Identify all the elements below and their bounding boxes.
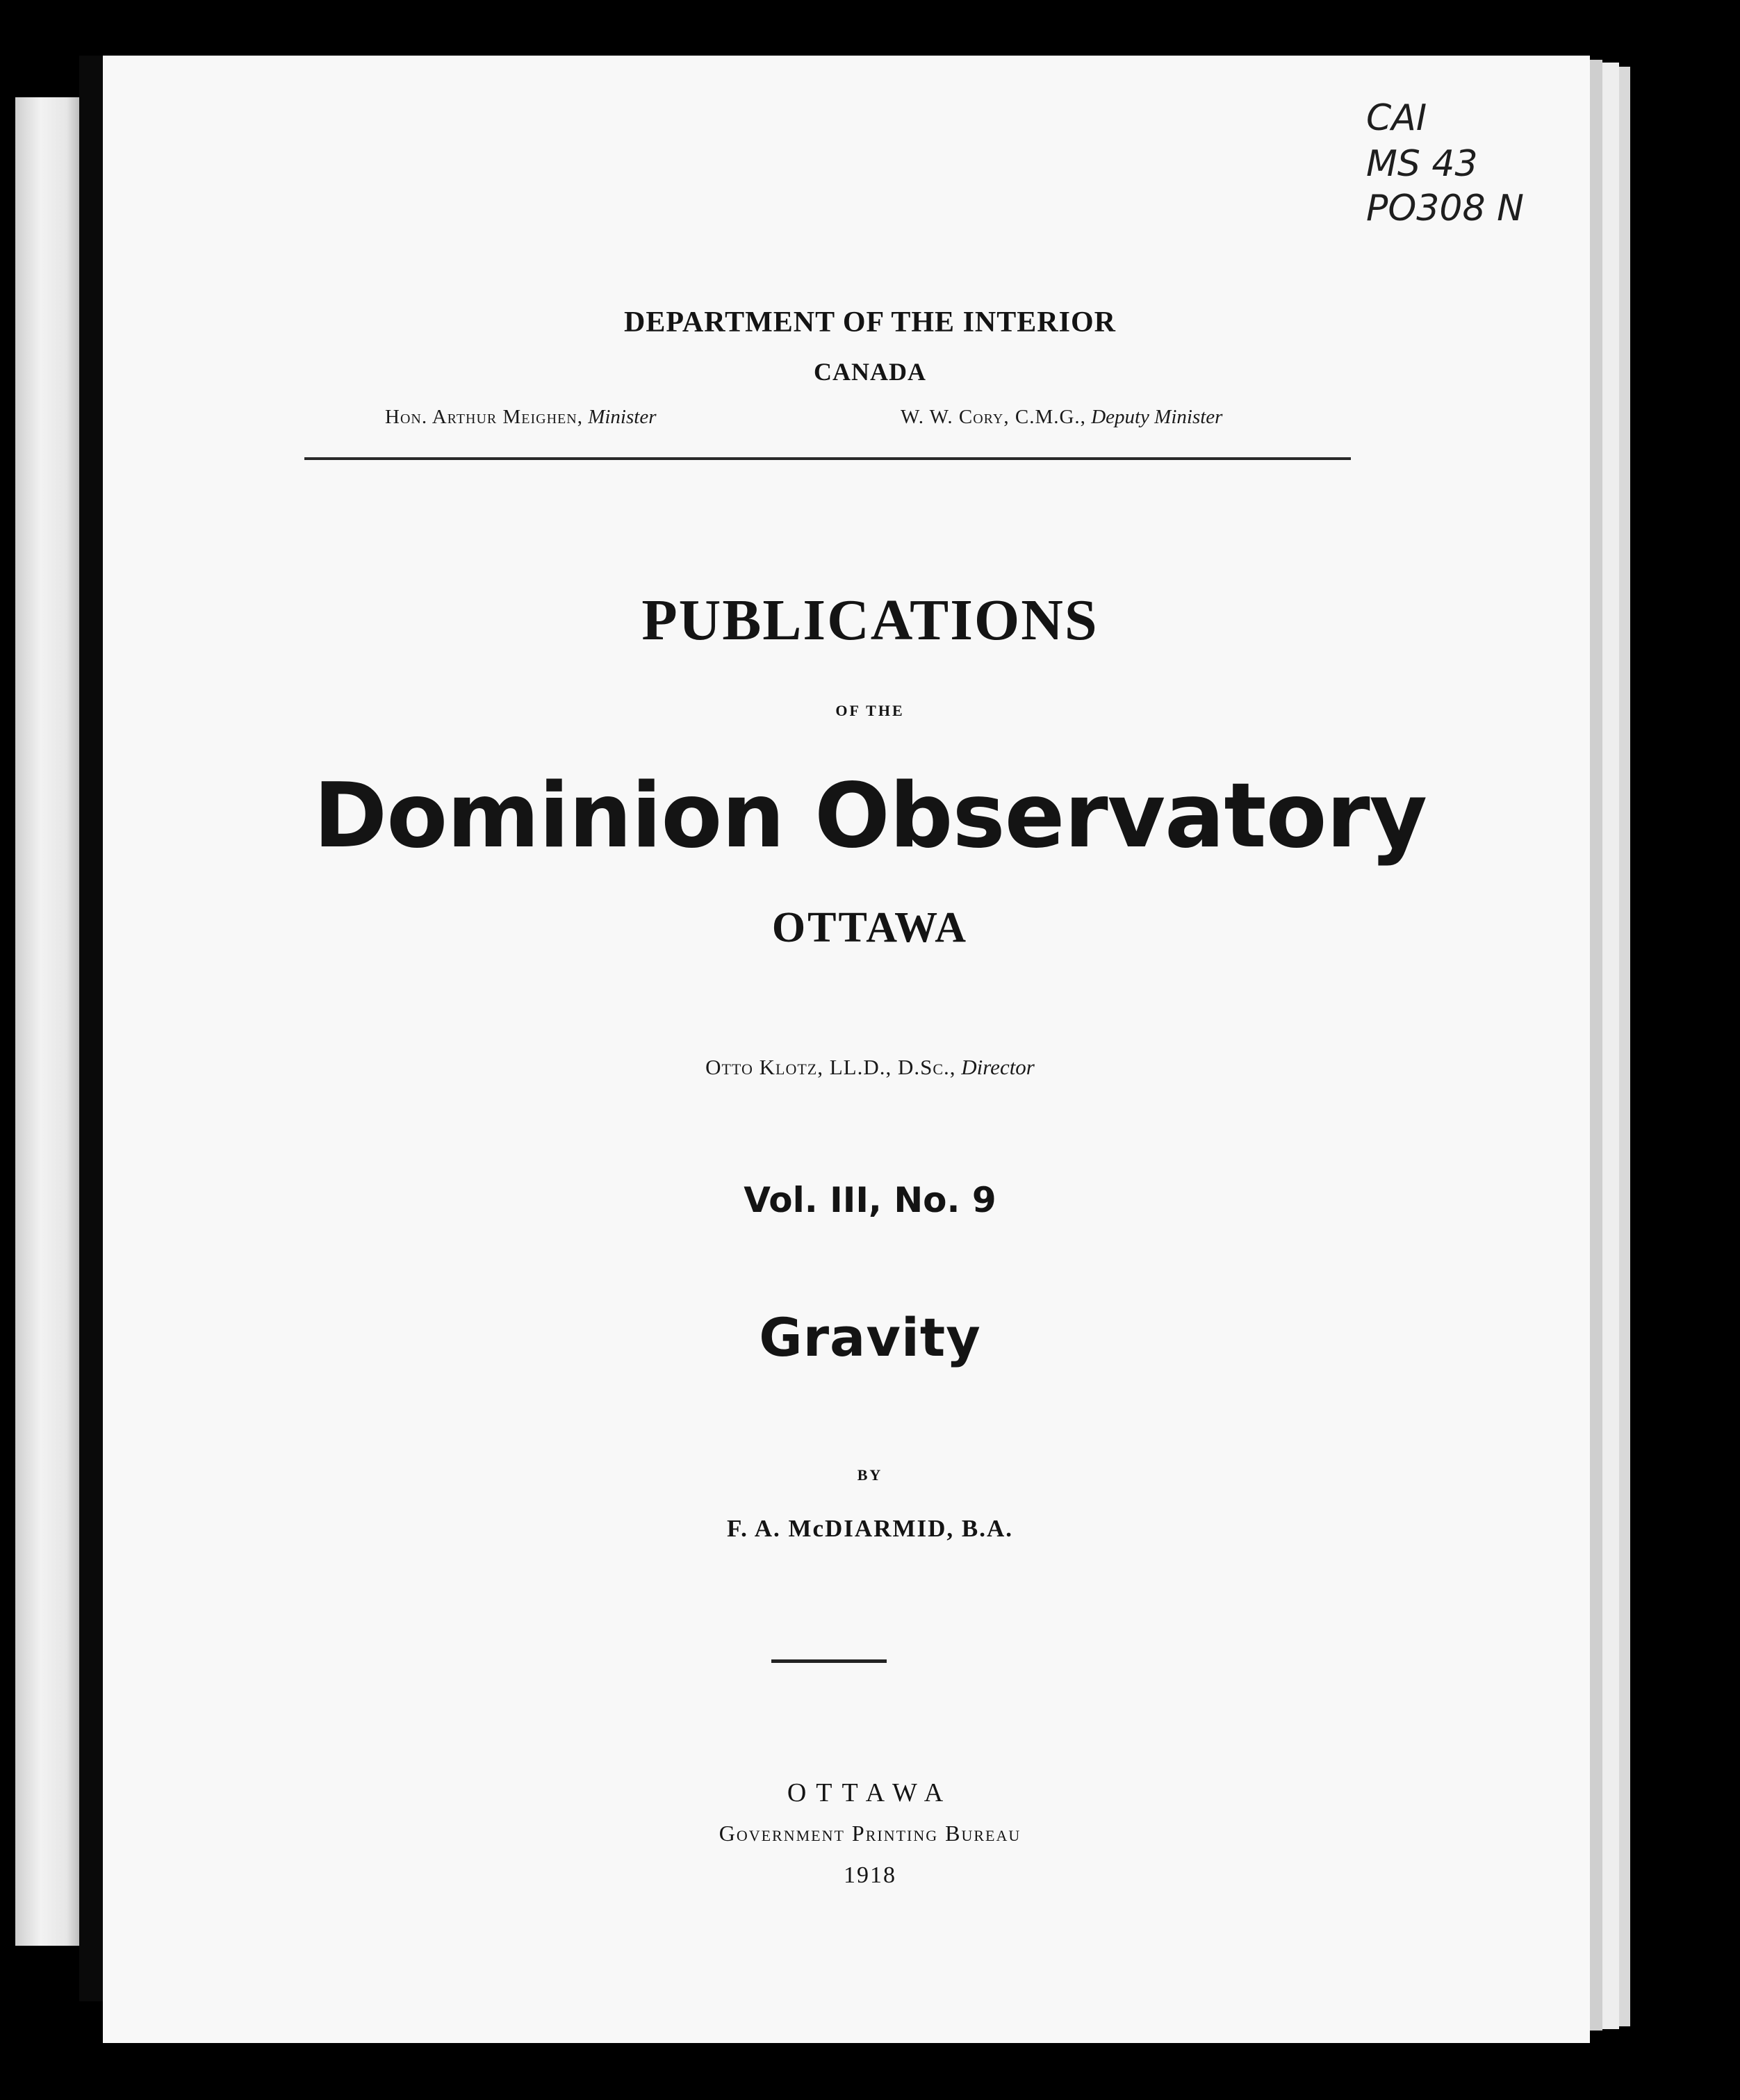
deputy-role: Deputy Minister — [1091, 406, 1223, 428]
minister-name: Hon. Arthur Meighen, — [385, 406, 583, 428]
minister-role: Minister — [588, 406, 657, 428]
deputy-minister-credit — [901, 406, 1222, 429]
director-credit — [0, 1055, 1740, 1080]
call-mark-line: CAI — [1366, 97, 1427, 139]
minister-credit — [385, 406, 657, 429]
deputy-name: W. W. Cory, C.M.G., — [901, 406, 1086, 428]
imprint-year: 1918 — [844, 1862, 896, 1888]
publication-subject: Gravity — [759, 1306, 981, 1368]
binding-gap — [79, 56, 103, 2001]
byline-label: BY — [857, 1466, 883, 1484]
title-page — [103, 56, 1590, 2043]
section-rule — [771, 1659, 887, 1663]
observatory-city: OTTAWA — [771, 904, 969, 951]
author-name: F. A. McDIARMID, B.A. — [726, 1515, 1014, 1542]
imprint-printer: Government Printing Bureau — [719, 1821, 1021, 1846]
header-rule — [304, 457, 1351, 460]
imprint-city: OTTAWA — [787, 1778, 953, 1807]
publication-title: PUBLICATIONS — [641, 588, 1099, 653]
director-name: Otto Klotz, LL.D., D.Sc., — [705, 1055, 956, 1079]
call-mark-line: PO308 N — [1366, 188, 1524, 229]
country-heading: CANADA — [814, 358, 926, 386]
volume-number: Vol. III, No. 9 — [744, 1180, 996, 1220]
title-connector: OF THE — [835, 702, 905, 719]
director-role: Director — [961, 1055, 1035, 1079]
observatory-name: Dominion Observatory — [313, 764, 1427, 868]
call-mark-line: MS 43 — [1366, 143, 1478, 185]
department-heading: DEPARTMENT OF THE INTERIOR — [624, 306, 1116, 338]
